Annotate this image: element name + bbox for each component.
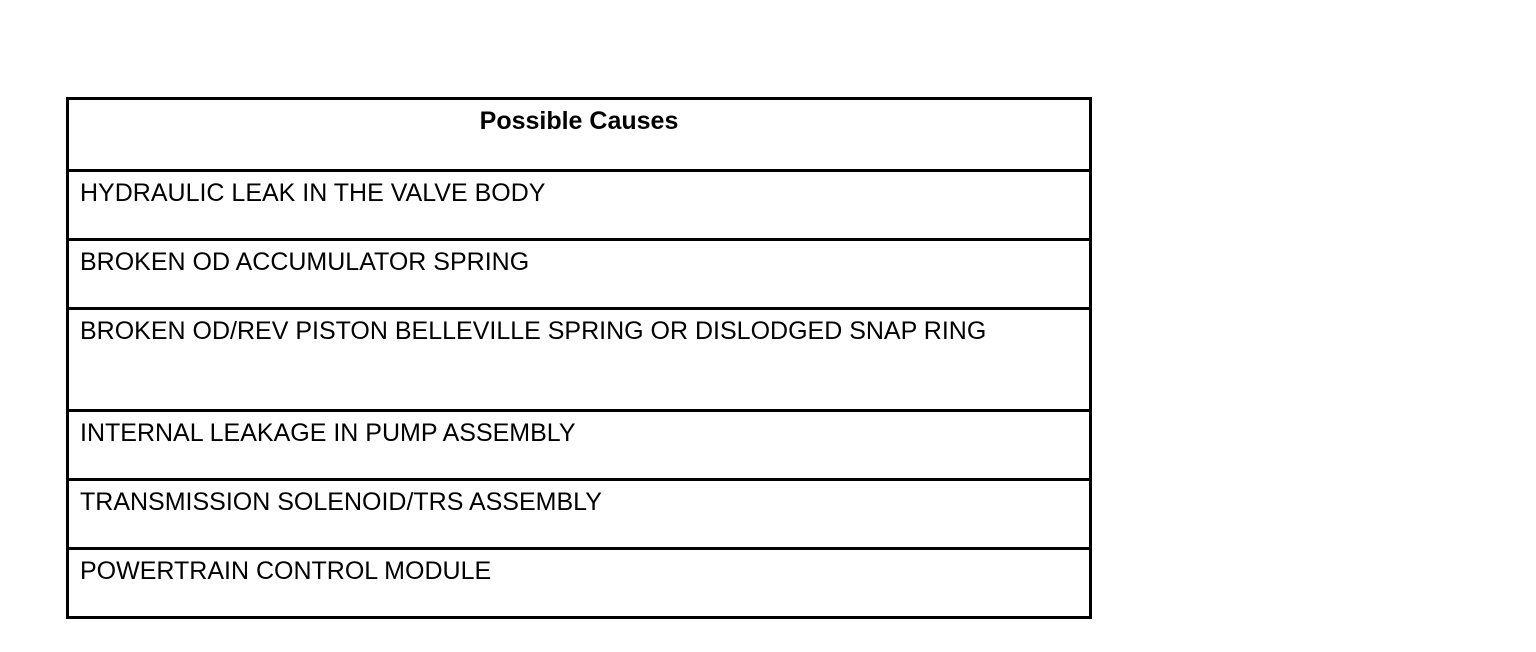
table-row: BROKEN OD/REV PISTON BELLEVILLE SPRING OR DISLODGED SNAP RING xyxy=(69,307,1089,409)
table-row: BROKEN OD ACCUMULATOR SPRING xyxy=(69,238,1089,307)
table-row: POWERTRAIN CONTROL MODULE xyxy=(69,547,1089,616)
possible-causes-table xyxy=(66,97,1092,619)
table-row: TRANSMISSION SOLENOID/TRS ASSEMBLY xyxy=(69,478,1089,547)
table-header: Possible Causes xyxy=(479,107,679,135)
table-row: INTERNAL LEAKAGE IN PUMP ASSEMBLY xyxy=(69,409,1089,478)
table-row: HYDRAULIC LEAK IN THE VALVE BODY xyxy=(69,169,1089,238)
